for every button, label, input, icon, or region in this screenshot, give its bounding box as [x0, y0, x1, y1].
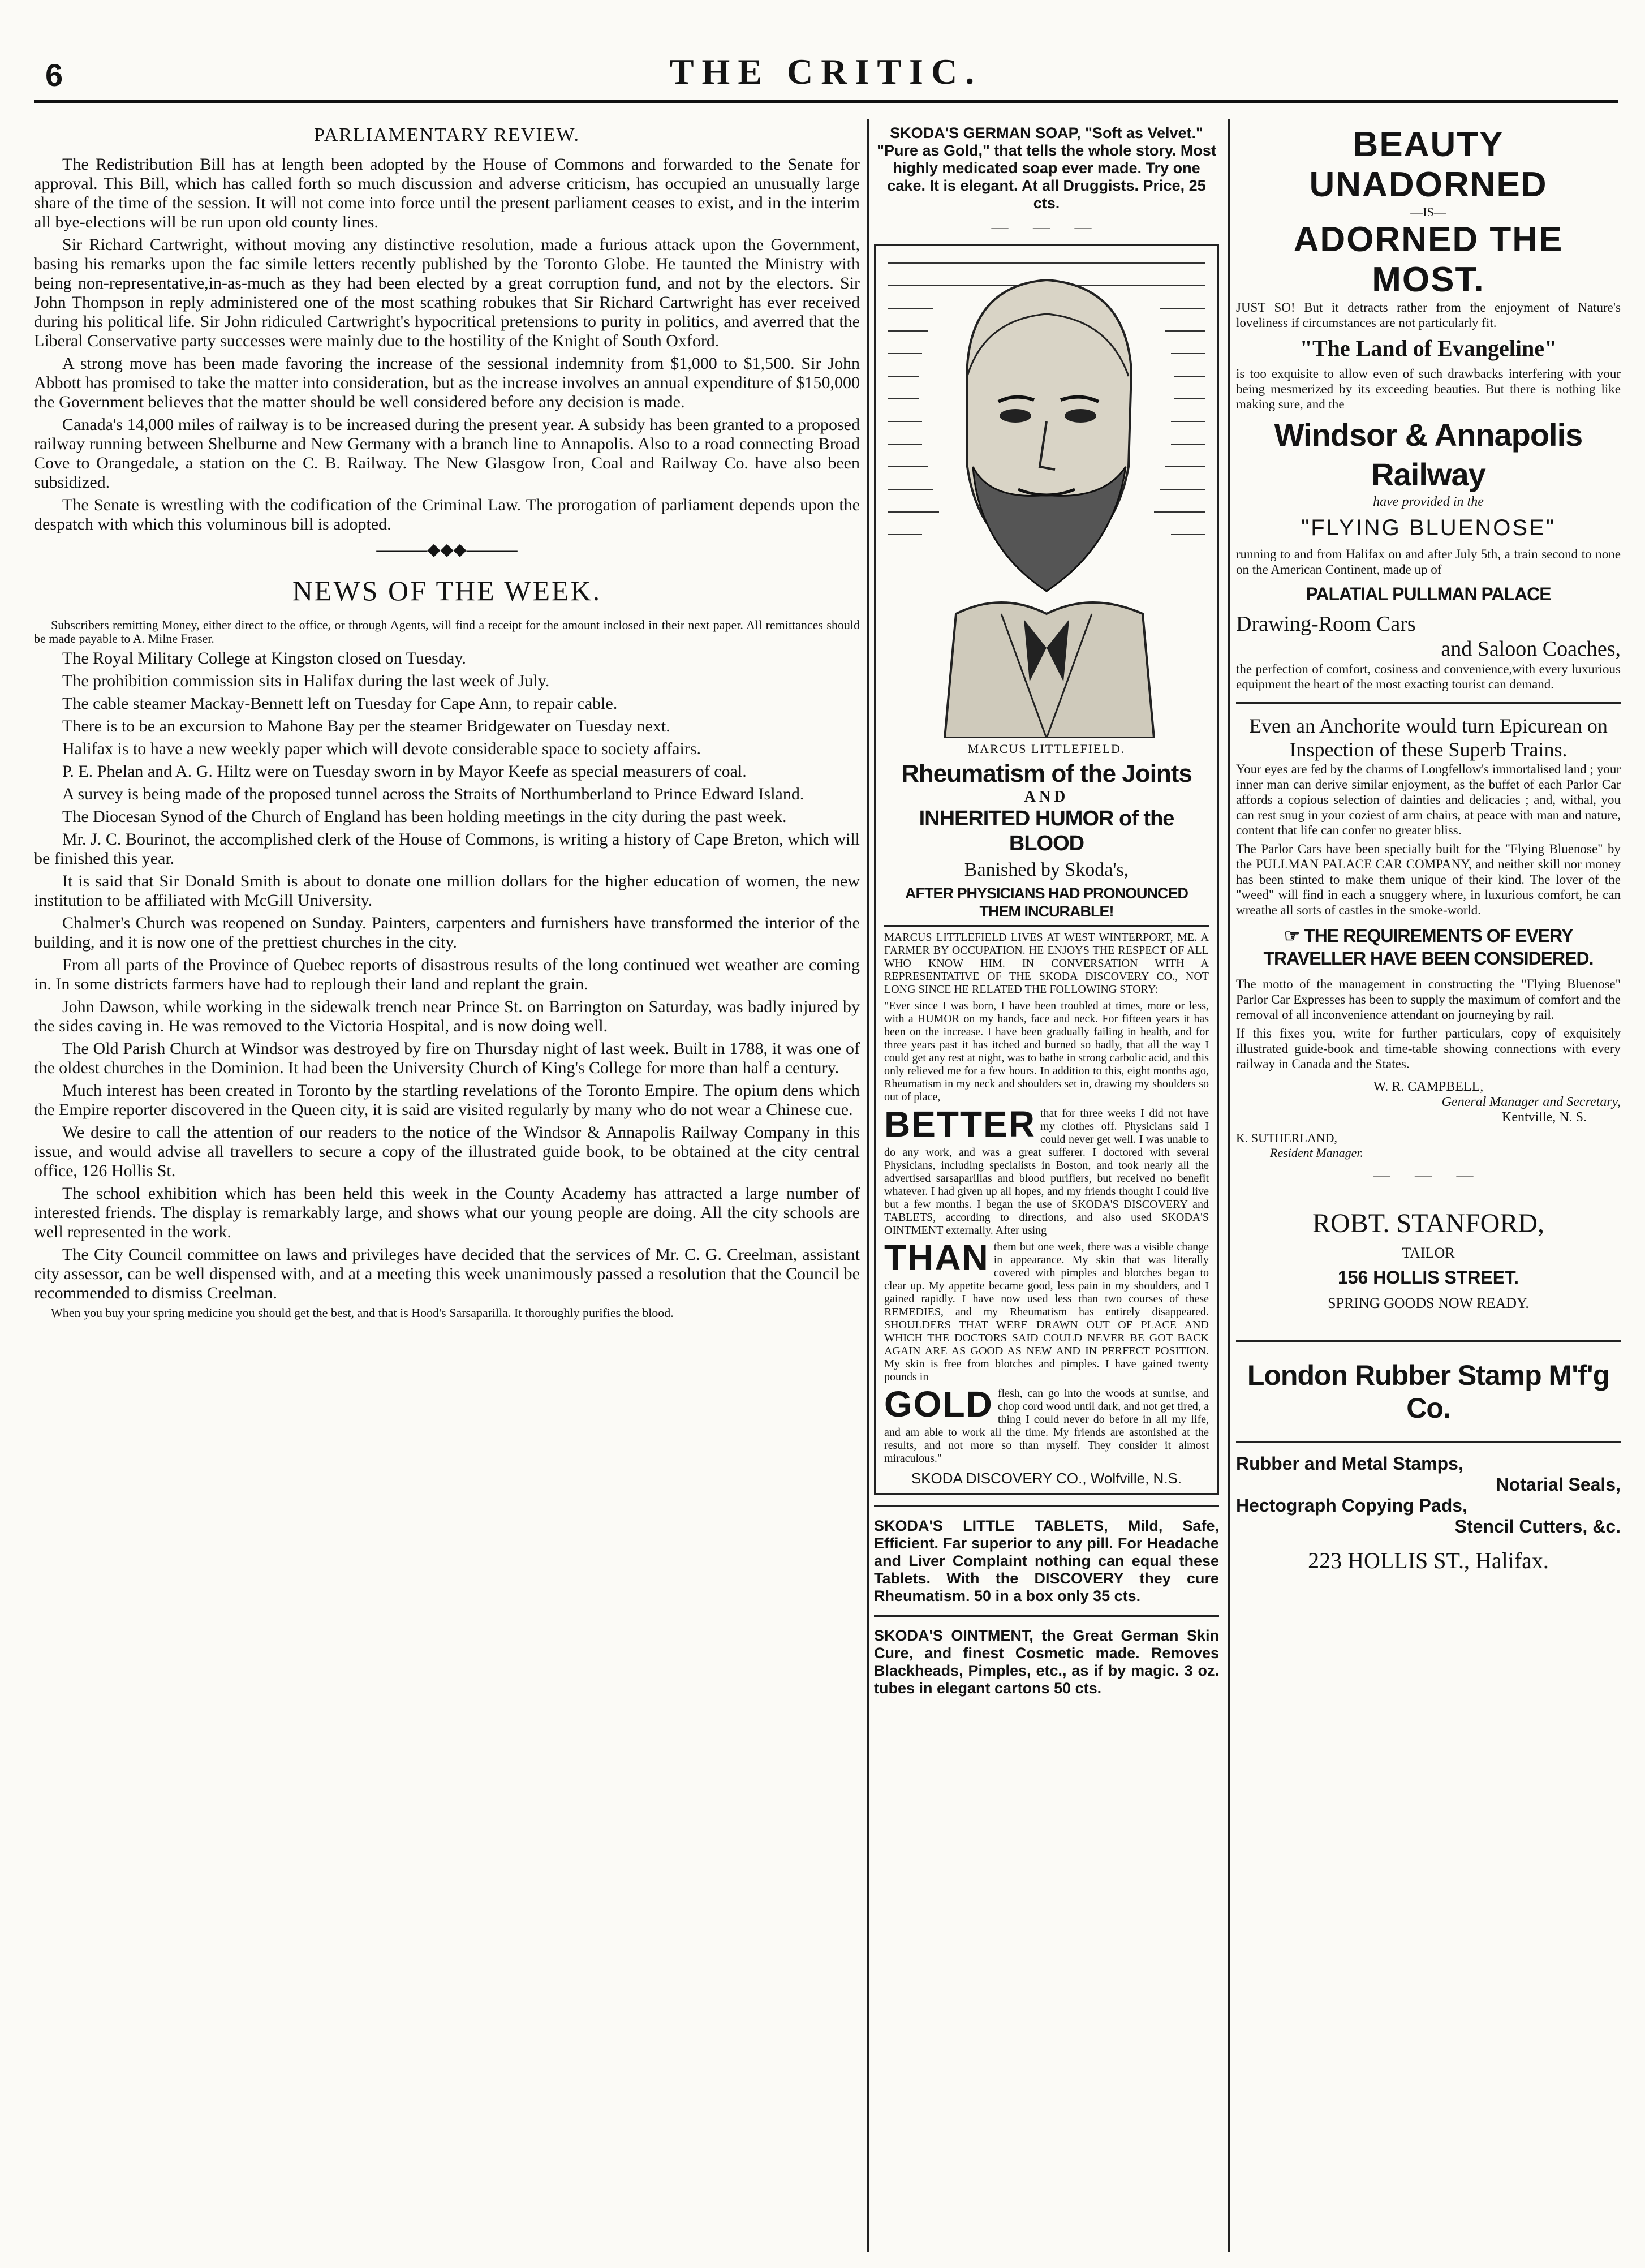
drawing-room-line: Drawing-Room Cars [1236, 612, 1416, 636]
testimonial-text: that for three weeks I did not have my clothes off. Physicians said I could never get well. I was unable to do any work, and was a great sufferer. I doctored with several Physicians, including specialists in Boston, and took nearly all the advertised sarsaparillas and blood purifiers, but received no benefit whatever. I had given up all hopes, and my friends thought I could live but a few months. I began the use of SKODA'S DISCOVERY and TABLETS, according to directions, and also used SKODA'S OINTMENT externally. After using [884, 1107, 1209, 1237]
portrait-illustration [884, 252, 1209, 738]
headline-and: AND [1024, 788, 1069, 806]
kentville-line: Kentville, N. S. [1502, 1110, 1587, 1125]
than-word: THAN [884, 1237, 989, 1278]
news-item: P. E. Phelan and A. G. Hiltz were on Tuesday sworn in by Mayor Keefe as special measurers of coal. [62, 762, 747, 781]
testimonial-text: them but one week, there was a visible change in appearance. My skin that was literally covered with pimples and blotches began to clear up. My appetite became good, less pain in my shoulders, and I gained rapidly. I have now used less than two courses of these REMEDIES, and my Rheumatism has entirely disappeared. SHOULDERS THAT WERE DRAWN OUT OF PLACE AND WHICH THE DOCTORS SAID COULD NEVER BE GOT BACK AGAIN ARE AS GOOD AS NEW AND IN PERFECT POSITION. My skin is free from blotches and pimples. I have gained twenty pounds in [884, 1241, 1209, 1383]
parlor-text: The Parlor Cars have been specially built for the "Flying Bluenose" by the PULLMAN PALACE CAR COMPANY, and neither skill nor money has been stinted to make them unique of their kind. The lover of the "weed" will find in each a snuggery where, in luxurious comfort, he can wreathe all sorts of castles in the smoke-world. [1236, 842, 1621, 917]
headline-inherited: INHERITED HUMOR of the BLOOD [919, 807, 1174, 855]
ornament-divider: ———◆◆◆——— [376, 540, 518, 559]
ointment-ad: SKODA'S OINTMENT, the Great German Skin Cure, and finest Cosmetic made. Removes Blackheads, Pimples, etc., as if by magic. 3 oz. tubes in elegant cartons 50 cts. [874, 1627, 1219, 1697]
dash-divider: — — — [991, 218, 1102, 236]
news-item: The prohibition commission sits in Halifax during the last week of July. [62, 672, 550, 690]
portrait-caption: MARCUS LITTLEFIELD. [967, 742, 1126, 756]
news-item: There is to be an excursion to Mahone Bay per the steamer Bridgewater on Tuesday next. [62, 717, 670, 735]
saloon-line: and Saloon Coaches, [1441, 637, 1621, 661]
tailor-line: TAILOR [1402, 1245, 1455, 1261]
news-item: Much interest has been created in Toronto by the startling revelations of the Toronto Empire. The opium dens which the Empire reporter discovered in the Queen city, it is said are visited regularly by many who do not wear a Chinese cue. [34, 1081, 860, 1119]
rubber-metal-stamps: Rubber and Metal Stamps, [1236, 1453, 1463, 1474]
news-item: The Royal Military College at Kingston closed on Tuesday. [62, 649, 466, 668]
article-paragraph: Sir Richard Cartwright, without moving any distinctive resolution, made a furious attack upon the Government, basing his remarks upon the fac simile letters recently published by the Toronto Globe. He taunted the Ministry with being non-representative,in-as-much as they had been elected by a great corruption fund, and not by the electors. Sir John Thompson in reply administered one of the most scathing robukes that Sir Richard Cartwright has ever received during his political life. Sir John ridiculed Cartwright's hypocritical pretensions to purity in politics, and averred that the Liberal Conservative party successes were mainly due to the hostility of the Knight of South Oxford. [34, 235, 860, 350]
news-item: The Old Parish Church at Windsor was destroyed by fire on Thursday night of last week. Built in 1788, it was one of the oldest churches in the Dominion. It had been the University Church of King's College for more than half a century. [34, 1039, 860, 1077]
gold-word: GOLD [884, 1384, 993, 1425]
news-item: The City Council committee on laws and privileges have decided that the services of Mr. C. G. Creelman, assistant city assessor, can be well dispensed with, and at a meeting this week unanimously passed a resolution that the Council be recommended to dismiss Creelman. [34, 1245, 860, 1302]
hollis-156: 156 HOLLIS STREET. [1337, 1267, 1519, 1288]
rule [1236, 1441, 1621, 1443]
hollis-223: 223 HOLLIS ST., Halifax. [1308, 1548, 1549, 1573]
column-divider [867, 119, 869, 2252]
is-line: —IS— [1410, 205, 1446, 219]
hoods-note: When you buy your spring medicine you should get the best, and that is Hood's Sarsaparilla. It thoroughly purifies the blood. [51, 1306, 674, 1320]
intro-text: MARCUS LITTLEFIELD LIVES AT WEST WINTERPORT, ME. A FARMER BY OCCUPATION. HE ENJOYS THE RESPECT OF ALL WHO KNOW HIM. IN CONVERSATION WITH A REPRESENTATIVE OF THE SKODA DISCOVERY CO., NOT LONG SINCE HE RELATED THE FOLLOWING STORY: [884, 931, 1209, 996]
flying-bluenose: "FLYING BLUENOSE" [1301, 515, 1556, 540]
news-item: The school exhibition which has been held this week in the County Academy has attracted a large number of interested friends. The display is remarkably large, and shows what our young people are doing. All the city schools are well represented in the work. [34, 1184, 860, 1241]
after-physicians: AFTER PHYSICIANS HAD PRONOUNCED THEM INCURABLE! [905, 885, 1188, 920]
railway-name: Windsor & Annapolis Railway [1274, 417, 1583, 492]
soap-ad: SKODA'S GERMAN SOAP, "Soft as Velvet." "Pure as Gold," that tells the whole story. Most highly medicated soap ever made. Try one cake. It is elegant. At all Druggists. Price, 25 cts. [877, 124, 1216, 212]
rule [1236, 702, 1621, 704]
requirements-heading: ☞ THE REQUIREMENTS OF EVERY TRAVELLER HAVE BEEN CONSIDERED. [1263, 926, 1594, 969]
article-paragraph: A strong move has been made favoring the increase of the sessional indemnity from $1,000 to $1,500. Sir John Abbott has promised to take the matter into consideration, but as the increase involves an annual expenditure of $150,000 the Government believes that the matter should be well considered before any decision is made. [34, 354, 860, 411]
rule [874, 1505, 1219, 1507]
news-item: It is said that Sir Donald Smith is about to donate one million dollars for the higher education of women, the new institution to be affiliated with McGill University. [34, 872, 860, 910]
column-skoda-ads [874, 124, 1219, 2252]
motto-text: The motto of the management in constructing the "Flying Bluenose" Parlor Car Expresses has been to supply the maximum of comfort and the removal of all inconvenience attendant on journeying by rail. [1236, 977, 1621, 1022]
fixes-text: If this fixes you, write for further particulars, copy of exquisitely illustrated guide-book and time-table showing connections with every railway in Canada and the States. [1236, 1026, 1621, 1071]
hectograph-pads: Hectograph Copying Pads, [1236, 1495, 1467, 1516]
stanford-name: ROBT. STANFORD, [1312, 1208, 1544, 1238]
just-so-text: JUST SO! But it detracts rather from the enjoyment of Nature's loveliness if circumstances are not particularly fit. [1236, 300, 1621, 330]
spring-goods: SPRING GOODS NOW READY. [1328, 1295, 1529, 1311]
newspaper-title: THE CRITIC. [669, 51, 983, 92]
campbell-name: W. R. CAMPBELL, [1373, 1079, 1484, 1094]
skoda-signoff: SKODA DISCOVERY CO., Wolfville, N.S. [911, 1470, 1182, 1487]
news-item: A survey is being made of the proposed tunnel across the Straits of Northumberland to Prince Edward Island. [62, 785, 804, 803]
section-title-news: NEWS OF THE WEEK. [292, 575, 602, 606]
eyes-text: Your eyes are fed by the charms of Longfellow's immortalised land ; your inner man can derive similar enjoyment, as the buffet of each Parlor Car affords a copious selection of dainties and delicacies ; and, withal, you can rest snug in your coziest of arm chairs, at peace with man and nature, content that life can confer no greater bliss. [1236, 762, 1621, 837]
column-divider [1228, 119, 1230, 2252]
campbell-title: General Manager and Secretary, [1441, 1095, 1621, 1109]
provided-line: have provided in the [1373, 494, 1484, 509]
rule [884, 925, 1209, 927]
rule [1236, 1340, 1621, 1342]
banished-line: Banished by Skoda's, [964, 859, 1129, 880]
subscribers-note: Subscribers remitting Money, either direct to the office, or through Agents, will find a receipt for the amount inclosed in their next paper. All remittances should be made payable to A. Milne Fraser. [34, 618, 860, 645]
sutherland-name: K. SUTHERLAND, [1236, 1131, 1338, 1145]
article-paragraph: Canada's 14,000 miles of railway is to be increased during the present year. A subsidy has been granted to a proposed railway running between Shelburne and New Germany with a branch line to Annapolis. Also to a road connecting Broad Cove to Orangedale, a station on the C. B. Railway. The New Glasgow Iron, Coal and Railway Co. have also been subsidized. [34, 415, 860, 492]
rule [874, 1615, 1219, 1617]
evangeline-heading: "The Land of Evangeline" [1299, 335, 1557, 361]
article-paragraph: The Redistribution Bill has at length been adopted by the House of Commons and forwarded to the Senate for approval. This Bill, which has called forth so much discussion and adverse criticism, has occupied an unusually large share of the time of the session. It will not come into force until the present parliament ceases to exist, and in the interim all bye-elections will be run upon old county lines. [34, 155, 860, 231]
news-item: Halifax is to have a new weekly paper which will devote considerable space to society affairs. [62, 739, 701, 758]
news-item: John Dawson, while working in the sidewalk trench near Prince St. on Barrington on Saturday, was badly injured by the sides caving in. He was removed to the Victoria Hospital, and is now doing well. [34, 997, 860, 1035]
headline-rheumatism: Rheumatism of the Joints [901, 760, 1192, 787]
page-number: 6 [45, 57, 63, 93]
news-item: The cable steamer Mackay-Bennett left on Tuesday for Cape Ann, to repair cable. [62, 694, 618, 713]
news-item: Mr. J. C. Bourinot, the accomplished clerk of the House of Commons, is writing a history of Cape Breton, which will be finished this year. [34, 830, 860, 868]
testimonial-text: "Ever since I was born, I have been troubled at times, more or less, with a HUMOR on my hands, face and neck. For fifteen years it has been on the increase. I have been gradually failing in health, and for three years past it has itched and burned so badly, that all the way I could get any rest at night, was to bathe in strong carbolic acid, and this only relieved me for a few hours. In addition to this, eight months ago, Rheumatism in my neck and shoulders set in, drawing my shoulders so out of place, [884, 1000, 1209, 1103]
column-news [34, 124, 860, 2252]
tablets-ad: SKODA'S LITTLE TABLETS, Mild, Safe, Efficient. Far superior to any pill. For Headache and Liver Complaint nothing can equal these Tablets. With the DISCOVERY they cure Rheumatism. 50 in a box only 35 cts. [874, 1517, 1219, 1604]
better-word: BETTER [884, 1104, 1036, 1144]
news-item: Chalmer's Church was reopened on Sunday. Painters, carpenters and furnishers have transformed the interior of the building, and it is now one of the prettiest churches in the city. [34, 914, 860, 952]
palatial-line: PALATIAL PULLMAN PALACE [1306, 584, 1551, 604]
evangeline-text: is too exquisite to allow even of such drawbacks interfering with your being mesmerized by its exceeding beauties. But there is nothing like making sure, and the [1236, 367, 1621, 411]
news-item: From all parts of the Province of Quebec reports of disastrous results of the long continued wet weather are coming in. In some districts farmers have had to replough their land and replant the grain. [34, 956, 860, 993]
adorned-heading: ADORNED THE MOST. [1293, 220, 1564, 299]
perfection-text: the perfection of comfort, cosiness and convenience,with every luxurious equipment the heart of the most exacting tourist can demand. [1236, 662, 1621, 691]
dash-divider: — — — [1373, 1166, 1484, 1185]
news-item: We desire to call the attention of our readers to the notice of the Windsor & Annapolis Railway Company in this issue, and would advise all travellers to secure a copy of the illustrated guide book, to be obtained at the city central office, 126 Hollis St. [34, 1123, 860, 1180]
skoda-testimonial-ad [874, 244, 1219, 1495]
anchorite-heading: Even an Anchorite would turn Epicurean on Inspection of these Superb Trains. [1249, 715, 1608, 761]
running-text: running to and from Halifax on and after July 5th, a train second to none on the American Continent, made up of [1236, 547, 1621, 576]
beauty-heading: BEAUTY UNADORNED [1309, 125, 1548, 204]
article-paragraph: The Senate is wrestling with the codification of the Criminal Law. The prorogation of parliament depends upon the despatch with which this voluminous bill is adopted. [34, 496, 860, 533]
section-title-parliamentary: PARLIAMENTARY REVIEW. [314, 124, 580, 145]
resident-manager: Resident Manager. [1270, 1146, 1363, 1160]
masthead [34, 40, 1618, 102]
column-railway-ads [1236, 124, 1621, 2252]
news-item: The Diocesan Synod of the Church of England has been holding meetings in the city during the past week. [62, 807, 787, 826]
masthead-rule [34, 100, 1618, 103]
stencil-cutters: Stencil Cutters, &c. [1454, 1516, 1621, 1537]
testimonial-text: flesh, can go into the woods at sunrise, and chop cord wood until dark, and not get tired, a thing I could never do before in all my life, and am able to work all the time. My friends are astonished at the results, and not more so than myself. They consider it almost miraculous." [884, 1387, 1209, 1465]
notarial-seals: Notarial Seals, [1496, 1474, 1621, 1495]
london-rubber-stamp: London Rubber Stamp M'f'g Co. [1247, 1359, 1610, 1424]
